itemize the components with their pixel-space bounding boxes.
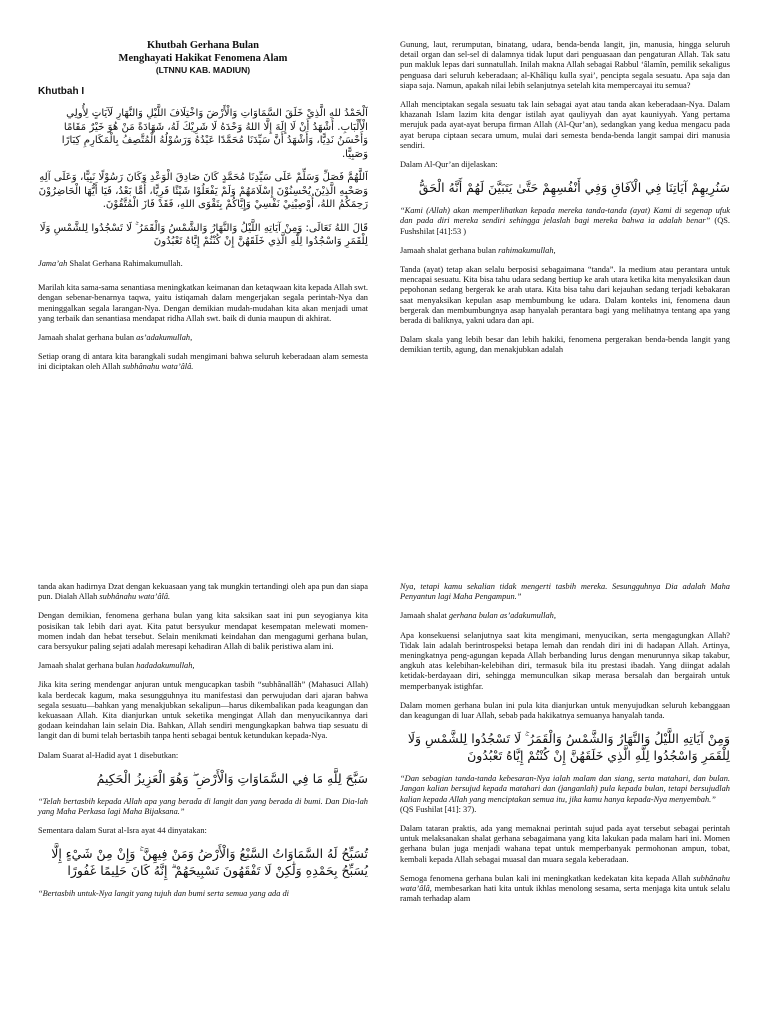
arabic-opening-praise: اَلْحَمْدُ للهِ الَّذِيْ خَلَقَ السَّمَاوَاتِ وَالْأَرْضَ وَاخْتِلَافَ اللَّيْلِ وَالنَّهَارِ لَآيَاتٍ لِأُولِي الْأَلْبَابِ. أَشْهَدُ أَنْ لَا إِلَهَ إِلَّا اللهُ وَحْدَهُ لَا شَرِيْكَ لَهُ، شَهَادَةً مَنْ هُوَ خَيْرٌ مَقَامًا وَأَحْسَنُ نَدِيًّا، وَأَشْهَدُ أَنَّ سَيِّدَنَا مُحَمَّدًا عَبْدُهُ وَرَسُوْلُهُ الْمُتَّصِفُ بِالْمَكَارِمِ كِبَارًا وَصَبِيًّا. (61, 108, 368, 160)
paragraph-practice: Dalam tataran praktis, ada yang memaknai perintah sujud pada ayat tersebut sebagai perintah untuk melaksanakan shalat gerhana sebagaimana yang kita lakukan pada malam hari ini. Momen gerhana bulan juga menjadi wahana tepat untuk memperbanyak permohonan ampun, tobat, kembali kepada Allah sebagai muasal dan muara segala keberadaan. (400, 824, 730, 864)
paragraph-mountains: Gunung, laut, rerumputan, binatang, udara, benda-benda langit, jin, manusia, hingga seluruh detail organ dan sel-sel di dalamnya tidak luput dari penguasaan dan pengaturan Allah. Tak satu pun makluk lepas dari sunnatullah. Inilah makna Allah sebagai Rabbul ‘âlamîn, pemilik sekaligus penguasa dari seluruh keberadaan; al-Khâliqu kulla syai’, pencipta segala sesuatu. Apa saja dan siapa saja. Namun, apakah nilai lebih selanjutnya setelah kita mempercayai itu semua? (400, 40, 730, 90)
translation-al-hadid-1: “Telah bertasbih kepada Allah apa yang berada di langit dan yang berada di bumi. Dan Dia-lah yang Maha Perkasa lagi Maha Bijaksana.” (38, 796, 368, 817)
page2-right-column (400, 582, 730, 913)
paragraph-eclipse-sign: Dengan demikian, fenomena gerhana bulan yang kita saksikan saat ini pun seyogianya kita posisikan tak lebih dari ayat. Kita patut bersyukur mendapat kesempatan melewati momen-momen indah dan hebat tersebut. Selain menikmati keindahan dan mengagumi gerhana bulan, cara bersyukur paling sejati adalah meresapi kehadiran Allah di balik peristiwa alam ini. (38, 611, 368, 652)
paragraph-tasbih: Jika kita sering mendengar anjuran untuk mengucapkan tasbih “subhânallâh” (Mahasuci Allah) kala berdecak kagum, maka sesungguhnya itu manifestasi dan perwujudan dari ajaran bahwa segala sesuatu—bahkan yang menakjubkan sekalipun—harus dikembalikan pada keagungan dan kekuasaan Allah. Kita dianjurkan untuk seketika mengingat Allah dan menyucikannya dari godaan keindahan lain selain Dia. Bahkan, Allah sendiri mengungkapkan bahwa tiap sesuatu di langit dan di bumi telah bertasbih tanpa henti sebagai bentuk ketundukan kepada-Nya. (38, 680, 368, 741)
translation-fushshilat-53: “Kami (Allah) akan memperlihatkan kepada mereka tanda-tanda (ayat) Kami di segenap ufuk dan pada diri mereka sendiri sehingga jelaslah bagi mereka bahwa ia adalah benar” (QS. Fushshilat [41]:53 ) (400, 206, 731, 236)
quran-intro: Dalam Al-Qur’an dijelaskan: (400, 160, 498, 170)
paragraph-prostrate: Dalam momen gerhana bulan ini pula kita dianjurkan untuk menyujudkan seluruh kebanggaan dan keagungan di luar Allah, sebab pada hakikatnya semuanya hanyalah tanda. (400, 700, 730, 721)
document-title: Khutbah Gerhana Bulan (146, 40, 260, 51)
page-separator (0, 545, 768, 556)
jamaah-greeting-1: Jama’ah Shalat Gerhana Rahimakumullah. (38, 258, 183, 268)
jamaah-greeting-5: Jamaah shalat gerhana bulan as’adakumullah, (400, 611, 556, 621)
document-organization: (LTNNU KAB. MADIUN) (155, 65, 251, 75)
paragraph-creation: Setiap orang di antara kita barangkali sudah mengimani bahwa seluruh keberadaan alam semesta ini diciptakan oleh Allah subhânahu wata’âlâ. (38, 352, 368, 372)
paragraph-ayat: Allah menciptakan segala sesuatu tak lain sebagai ayat atau tanda akan keberadaan-Nya. Dalam khazanah Islam lazim kita dengar istilah ayat qauliyyah dan ayat kauniyyah. Yang pertama merujuk pada ayat-ayat berupa firman Allah (Al-Qur’an), sedangkan yang kedua mengacu pada ayat berupa ciptaan secara umum, mulai dari semesta benda-benda langit sampai diri manusia sendiri. (400, 100, 730, 150)
page1-right-column (400, 40, 730, 365)
arabic-fushilat-37: وَمِنْ آيَاتِهِ اللَّيْلُ وَالنَّهَارُ وَالشَّمْسُ وَالْقَمَرُ ۚ لَا تَسْجُدُوا لِلشَّمْسِ وَلَا لِلْقَمَرِ وَاسْجُدُوا لِلَّهِ الَّذِي خَلَقَهُنَّ إِنْ كُنْتُمْ إِيَّاهُ تَعْبُدُونَ (407, 731, 730, 764)
document-page-2 (0, 556, 768, 1024)
paragraph-consequence: Apa konsekuensi selanjutnya saat kita mengimani, menyucikan, serta mengagungkan Allah? Tidak lain adalah berintrospeksi betapa lemah dan rendah diri ini di hadapan Allah. Artinya, meningkatnya peng-agungan kepada Allah berbanding lurus dengan menurunnya sikap takabur, angkuh atas kelebihan-kelebihan diri, termasuk bila itu prestasi ibadah. Yang diingat adalah ketidak-berdayaan diri, sehingga memunculkan sikap merasa bersalah dan bergairah untuk memperbanyak istighfar. (400, 630, 730, 691)
page1-left-column (38, 40, 368, 382)
paragraph-dzat: tanda akan hadirnya Dzat dengan kekuasaan yang tak mungkin tertandingi oleh apa pun dan siapa pun. Dialah Allah subhânahu wata’âlâ. (38, 582, 368, 602)
jamaah-greeting-4: Jamaah shalat gerhana bulan hadadakumullah, (38, 661, 195, 671)
isra-intro: Sementara dalam Surat al-Isra ayat 44 dinyatakan: (38, 826, 207, 836)
paragraph-signs: Tanda (ayat) tetap akan selalu berposisi sebagaimana “tanda”. Ia medium atau perantara untuk mencapai sesuatu. Kita bisa tahu udara sedang bertiup ke arah utara ketika kita menyaksikan daun pepohonan sedang bergerak ke arah utara. Kita bisa tahu dari kejauhan sedang terjadi kebakaran saat menyaksikan kepulan asap membumbung ke udara. Dalam konteks ini, fenomena daun bergerak dan membumbungnya asap hanyalah perantara bagi yang melihatnya tentang apa yang berada di baliknya, yakni udara dan api. (400, 265, 730, 326)
paragraph-taqwa: Marilah kita sama-sama senantiasa meningkatkan keimanan dan ketaqwaan kita kepada Allah swt. dengan sebenar-benarnya taqwa, yaitu istiqamah dalam mengerjakan segala perintah-Nya dan meninggalkan segala larangan-Nya. Dengan demikian mudah-mudahan kita akan menjadi umat yang terbaik dan senantiasa mendapat ridha Allah swt. baik di dunia maupun di akhirat. (38, 283, 368, 323)
page2-left-column (38, 582, 368, 909)
document-subtitle: Menghayati Hakikat Fenomena Alam (118, 52, 288, 64)
translation-fushilat-37: “Dan sebagian tanda-tanda kebesaran-Nya ialah malam dan siang, serta matahari, dan bulan. Jangan kalian bersujud kepada matahari dan (janganlah) pula kepada bulan, tetapi bersujudlah kalian kepada Allah yang menciptakan semua itu, jika kamu hanya kepada-Nya menyembah.” (QS Fushilat [41]: 37). (400, 774, 730, 814)
arabic-al-hadid-1: سَبَّحَ لِلَّهِ مَا فِي السَّمَاوَاتِ وَالْأَرْضِ ۖ وَهُوَ الْعَزِيزُ الْحَكِيمُ (96, 770, 368, 786)
jamaah-greeting-3: Jamaah shalat gerhana bulan rahimakumullah, (400, 245, 556, 255)
arabic-fushshilat-53: سَنُرِيهِمْ آيَاتِنَا فِي الْآفَاقِ وَفِي أَنْفُسِهِمْ حَتَّىٰ يَتَبَيَّنَ لَهُمْ أَنَّهُ الْحَقُّ (418, 180, 730, 196)
paragraph-closing: Semoga fenomena gerhana bulan kali ini meningkatkan kedekatan kita kepada Allah subhânahu wata’âlâ, membesarkan hati kita untuk ikhlas menolong sesama, serta menjaga kita untuk selalu ramah terhadap alam (400, 873, 730, 904)
paragraph-celestial: Dalam skala yang lebih besar dan lebih hakiki, fenomena pergerakan benda-benda langit yang demikian tertib, agung, dan menakjubkan adalah (400, 335, 730, 355)
arabic-salawat: اَللَّهُمَّ فَصَلِّ وَسَلِّمْ عَلَى سَيِّدِنَا مُحَمَّدٍ كَانَ صَادِقَ الْوَعْدِ وَكَانَ رَسُوْلًا نَبِيًّا، وَعَلَى آلِهِ وَصَحْبِهِ الَّذِيْنَ يُحْسِنُوْنَ إِسْلَامَهُمْ وَلَمْ يَفْعَلُوْا شَيْئًا فَرِيًّا، أَمَّا بَعْدُ، فَيَا أَيُّهَا الْحَاضِرُوْنَ رَحِمَكُمُ اللهُ، أُوْصِيْنِيْ نَفْسِيْ وَإِيَّاكُمْ بِتَقْوَى اللهِ، فَقَدْ فَازَ الْمُتَّقُوْنَ. (38, 172, 368, 211)
arabic-al-isra-44: تُسَبِّحُ لَهُ السَّمَاوَاتُ السَّبْعُ وَالْأَرْضُ وَمَنْ فِيهِنَّ ۚ وَإِنْ مِنْ شَيْءٍ إِلَّا يُسَبِّحُ بِحَمْدِهِ وَلَٰكِنْ لَا تَفْقَهُونَ تَسْبِيحَهُمْ ۗ إِنَّهُ كَانَ حَلِيمًا غَفُورًا (51, 846, 368, 879)
translation-al-isra-44-continued: Nya, tetapi kamu sekalian tidak mengerti tasbih mereka. Sesungguhnya Dia adalah Maha Penyantun lagi Maha Pengampun.” (400, 582, 730, 602)
arabic-opening-verse: قَالَ اللهُ تَعَالَى: وَمِنْ آيَاتِهِ اللَّيْلُ وَالنَّهَارُ وَالشَّمْسُ وَالْقَمَرُ ۚ لَا تَسْجُدُوا لِلشَّمْسِ وَلَا لِلْقَمَرِ وَاسْجُدُوا لِلَّهِ الَّذِي خَلَقَهُنَّ إِنْ كُنْتُمْ إِيَّاهُ تَعْبُدُونَ (39, 222, 368, 248)
hadid-intro: Dalam Suarat al-Hadid ayat 1 disebutkan: (38, 750, 179, 760)
jamaah-greeting-2: Jamaah shalat gerhana bulan as’adakumullah, (38, 332, 193, 342)
translation-al-isra-44: “Bertasbih untuk-Nya langit yang tujuh dan bumi serta semua yang ada di (38, 889, 290, 899)
khutbah-label: Khutbah I (38, 86, 85, 98)
